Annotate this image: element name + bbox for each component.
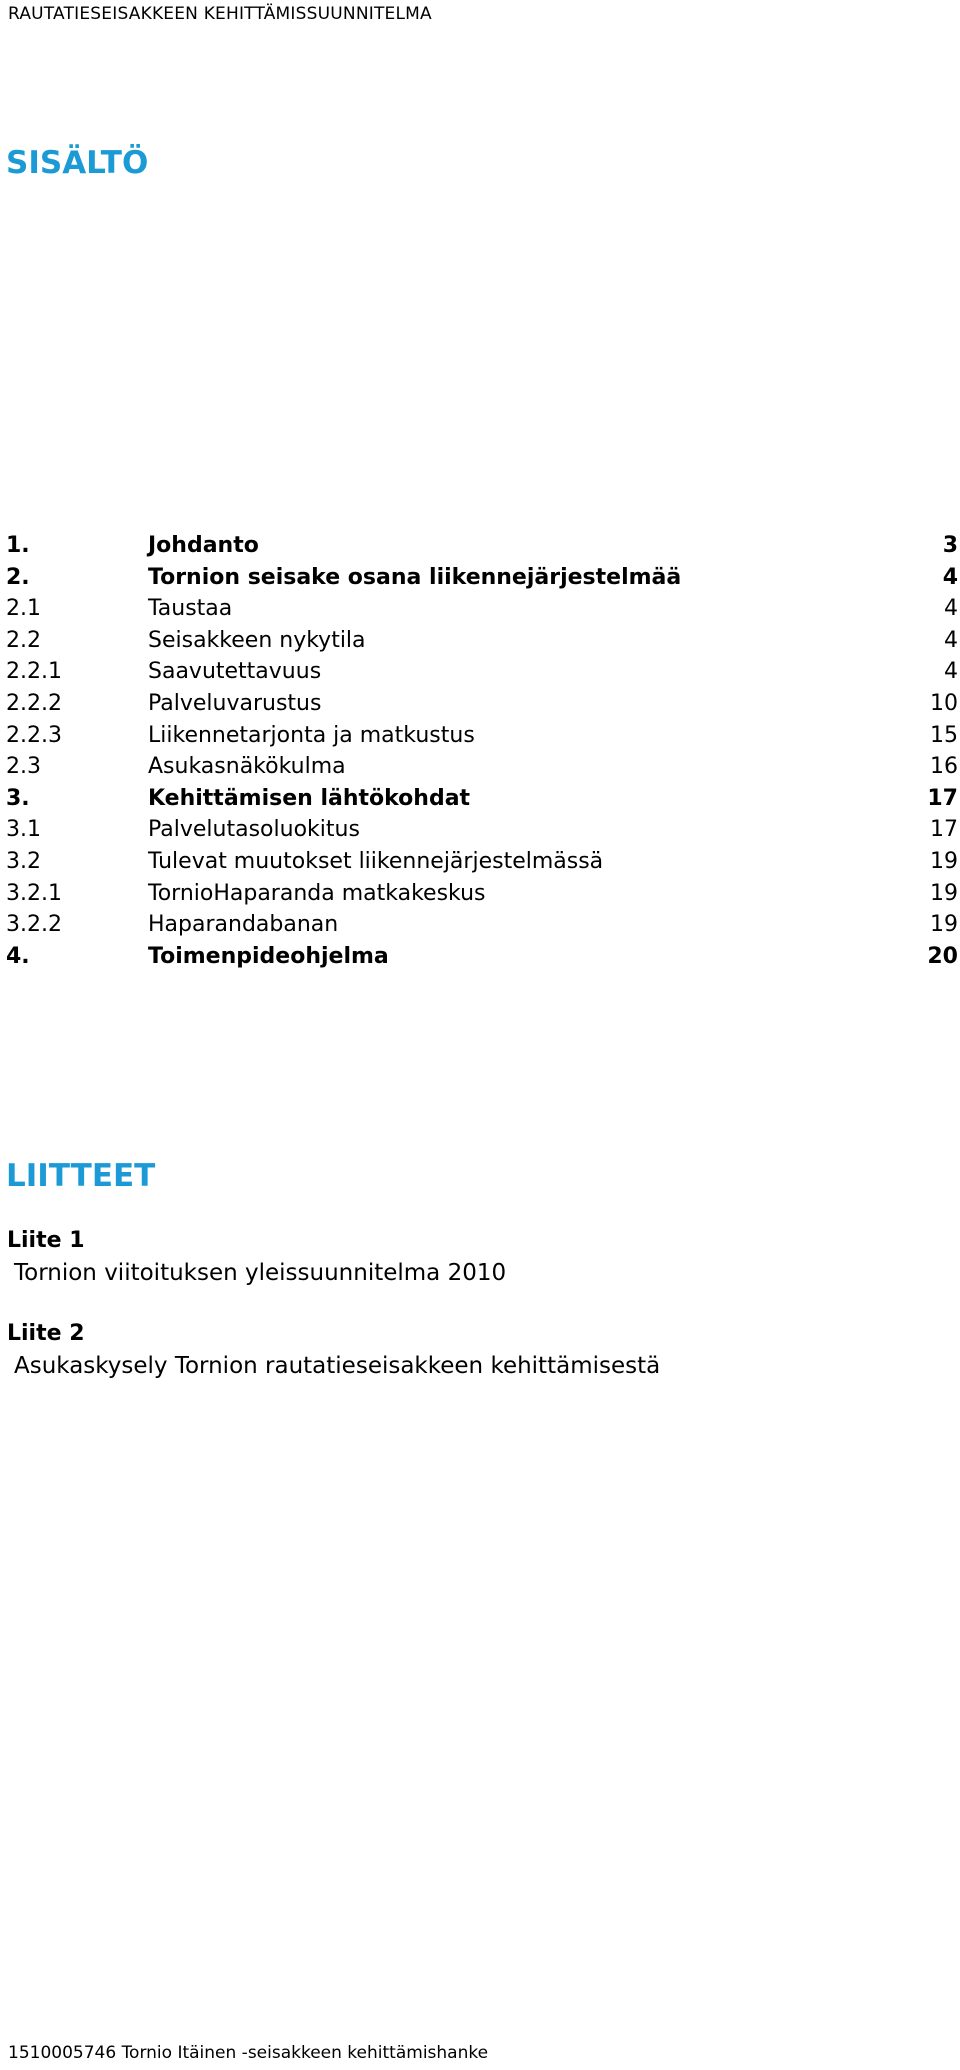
toc-entry-title: Palveluvarustus — [148, 690, 322, 716]
toc-entry-page: 17 — [927, 785, 958, 811]
toc-entry-title: Saavutettavuus — [148, 659, 322, 685]
toc-entry[interactable] — [0, 878, 960, 910]
toc-entry-number: 2.3 — [6, 754, 41, 780]
toc-entry[interactable] — [0, 814, 960, 846]
toc-entry-page: 19 — [930, 912, 958, 938]
toc-entry-page: 19 — [930, 880, 958, 906]
toc-entry-number: 3.2 — [6, 848, 41, 874]
toc-entry-number: 1. — [6, 533, 30, 558]
toc-entry-title: Tulevat muutokset liikennejärjestelmässä — [148, 848, 604, 874]
toc-entry-number: 3.1 — [6, 817, 41, 843]
toc-entry-number: 3.2.1 — [6, 880, 62, 906]
toc-entry[interactable] — [0, 909, 960, 941]
toc-entry[interactable] — [0, 562, 960, 594]
toc-entry[interactable] — [0, 783, 960, 815]
toc-entry-page: 4 — [944, 596, 958, 622]
toc-entry-page: 15 — [930, 722, 958, 748]
toc-entry-title: TornioHaparanda matkakeskus — [148, 880, 486, 906]
toc-entry[interactable] — [0, 625, 960, 657]
toc-entry-page: 3 — [942, 533, 958, 558]
appendix-description[interactable]: Asukaskysely Tornion rautatieseisakkeen kehittämisestä — [14, 1353, 661, 1379]
toc-entry-title: Johdanto — [148, 533, 259, 558]
toc-entry-title: Asukasnäkökulma — [148, 754, 346, 780]
toc-entry[interactable] — [0, 720, 960, 752]
toc-entry[interactable] — [0, 846, 960, 878]
toc-entry-number: 2.1 — [6, 596, 41, 622]
appendix-label: Liite 1 — [7, 1228, 85, 1253]
appendix-label: Liite 2 — [7, 1321, 85, 1346]
toc-entry-title: Toimenpideohjelma — [148, 943, 389, 969]
toc-entry-number: 4. — [6, 943, 30, 969]
toc-entry[interactable] — [0, 751, 960, 783]
toc-entry-number: 3.2.2 — [6, 912, 62, 938]
toc-entry-title: Tornion seisake osana liikennejärjestelmää — [148, 564, 682, 590]
appendix-description[interactable]: Tornion viitoituksen yleissuunnitelma 2010 — [14, 1260, 507, 1286]
toc-entry-page: 4 — [942, 564, 958, 590]
appendices-heading: LIITTEET — [6, 1158, 156, 1194]
toc-entry-page: 16 — [930, 754, 958, 780]
toc-entry[interactable] — [0, 656, 960, 688]
running-header: RAUTATIESEISAKKEEN KEHITTÄMISSUUNNITELMA — [8, 4, 432, 24]
toc-entry-number: 2.2.3 — [6, 722, 62, 748]
toc-entry-title: Liikennetarjonta ja matkustus — [148, 722, 475, 748]
toc-entry-page: 19 — [930, 848, 958, 874]
toc-entry-number: 3. — [6, 785, 30, 811]
toc-entry-title: Kehittämisen lähtökohdat — [148, 785, 471, 811]
toc-entry-title: Taustaa — [148, 596, 233, 622]
toc-entry[interactable] — [0, 593, 960, 625]
toc-entry-number: 2.2.2 — [6, 690, 62, 716]
toc-entry-number: 2. — [6, 564, 30, 590]
toc-entry-page: 4 — [944, 659, 958, 685]
toc-entry[interactable] — [0, 530, 960, 562]
toc-entry-number: 2.2 — [6, 627, 41, 653]
running-footer: 1510005746 Tornio Itäinen -seisakkeen kehittämishanke — [8, 2043, 489, 2063]
toc-entry-title: Seisakkeen nykytila — [148, 627, 366, 653]
toc-entry-page: 17 — [930, 817, 958, 843]
toc-entry-title: Haparandabanan — [148, 912, 339, 938]
toc-entry-title: Palvelutasoluokitus — [148, 817, 360, 843]
toc-entry-page: 4 — [944, 627, 958, 653]
toc-entry[interactable] — [0, 688, 960, 720]
toc-heading: SISÄLTÖ — [6, 145, 149, 181]
toc-entry[interactable] — [0, 941, 960, 973]
toc-entry-number: 2.2.1 — [6, 659, 62, 685]
table-of-contents — [0, 530, 960, 972]
toc-entry-page: 10 — [930, 690, 958, 716]
toc-entry-page: 20 — [927, 943, 958, 969]
